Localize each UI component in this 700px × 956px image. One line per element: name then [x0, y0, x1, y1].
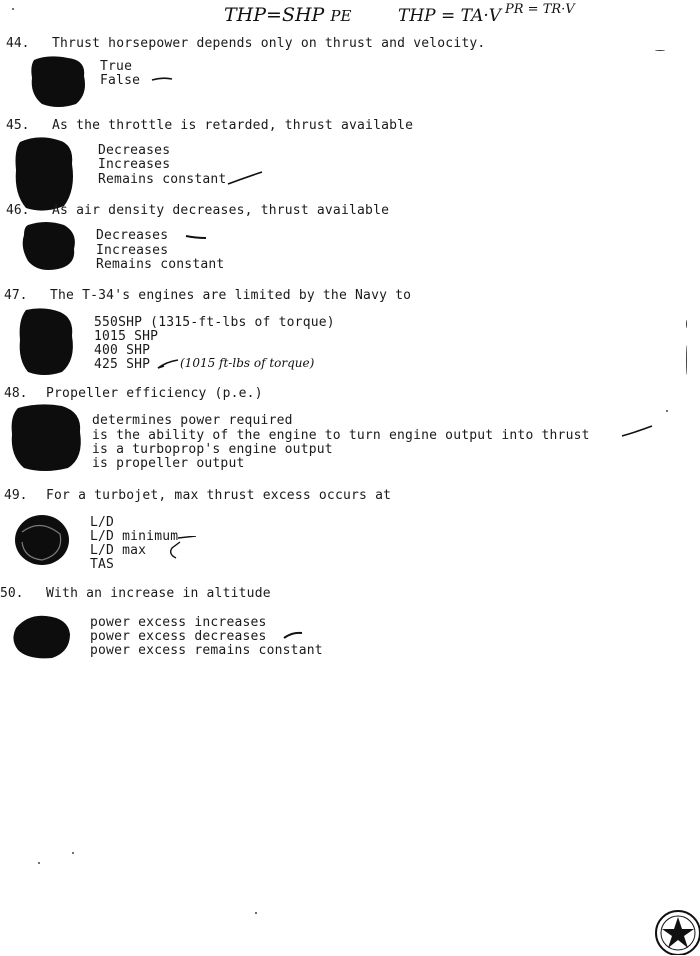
option-increases[interactable]: Increases — [98, 157, 171, 172]
option-550shp[interactable]: 550SHP (1315-ft-lbs of torque) — [94, 315, 335, 330]
question-number: 44. — [6, 36, 30, 51]
option-true[interactable]: True — [100, 59, 133, 74]
question-number: 50. — [0, 586, 24, 601]
scan-speck — [655, 50, 665, 51]
answer-check-mark — [226, 170, 264, 186]
option-propeller-output[interactable]: is propeller output — [92, 456, 245, 471]
scan-speck — [255, 912, 257, 914]
question-number: 46. — [6, 203, 30, 218]
redaction-blot — [10, 612, 72, 660]
option-engine-output-into-thrust[interactable]: is the ability of the engine to turn engine output into thrust — [92, 428, 590, 443]
star-seal-icon — [648, 903, 700, 955]
question-text: Thrust horsepower depends only on thrust and velocity. — [52, 36, 486, 51]
redaction-blot — [28, 54, 90, 108]
scan-speck — [38, 862, 40, 864]
option-400-shp[interactable]: 400 SHP — [94, 343, 151, 358]
option-remains-constant[interactable]: Remains constant — [96, 257, 225, 272]
answer-check-mark — [158, 536, 198, 560]
option-false[interactable]: False — [100, 73, 141, 88]
scan-speck — [686, 345, 687, 375]
option-l-d-max[interactable]: L/D max — [90, 543, 147, 558]
answer-arrow-mark — [156, 358, 180, 370]
answer-check-mark — [150, 74, 174, 84]
redaction-blot — [10, 402, 84, 474]
answer-check-mark — [282, 630, 304, 640]
option-increases[interactable]: Increases — [96, 243, 169, 258]
option-turboprop-engine-output[interactable]: is a turboprop's engine output — [92, 442, 333, 457]
scan-speck — [666, 410, 668, 412]
question-number: 47. — [4, 288, 28, 303]
option-power-excess-decreases[interactable]: power excess decreases — [90, 629, 267, 644]
question-number: 49. — [4, 488, 28, 503]
option-l-d[interactable]: L/D — [90, 515, 115, 530]
scan-speck — [72, 852, 74, 854]
redaction-blot — [20, 219, 78, 271]
option-425-shp[interactable]: 425 SHP — [94, 357, 151, 372]
option-tas[interactable]: TAS — [90, 557, 115, 572]
question-number: 45. — [6, 118, 30, 133]
question-text: With an increase in altitude — [46, 586, 271, 601]
scan-speck — [686, 320, 687, 328]
question-number: 48. — [4, 386, 28, 401]
option-1015-shp[interactable]: 1015 SHP — [94, 329, 159, 344]
handwritten-formula-thp-shp: THP=SHP PE — [224, 4, 352, 26]
redaction-blot — [14, 134, 76, 214]
scan-speck — [12, 8, 14, 10]
answer-check-mark — [184, 233, 208, 241]
option-power-excess-remains-constant[interactable]: power excess remains constant — [90, 643, 323, 658]
redaction-blot — [12, 512, 72, 568]
option-remains-constant[interactable]: Remains constant — [98, 172, 227, 187]
redaction-blot — [16, 306, 76, 378]
answer-check-mark — [620, 424, 654, 438]
question-text: Propeller efficiency (p.e.) — [46, 386, 263, 401]
option-decreases[interactable]: Decreases — [98, 143, 171, 158]
handwritten-formula-pr: PR = TR·V — [505, 2, 575, 17]
option-decreases[interactable]: Decreases — [96, 228, 169, 243]
option-determines-power-required[interactable]: determines power required — [92, 413, 293, 428]
question-text: As air density decreases, thrust available — [52, 203, 390, 218]
handwritten-formula-thp-tav: THP = TA·V — [398, 6, 502, 26]
handwritten-torque-note: (1015 ft-lbs of torque) — [180, 356, 315, 370]
question-text: For a turbojet, max thrust excess occurs at — [46, 488, 392, 503]
option-l-d-minimum[interactable]: L/D minimum — [90, 529, 179, 544]
question-text: The T-34's engines are limited by the Navy to — [50, 288, 412, 303]
option-power-excess-increases[interactable]: power excess increases — [90, 615, 267, 630]
question-text: As the throttle is retarded, thrust available — [52, 118, 414, 133]
